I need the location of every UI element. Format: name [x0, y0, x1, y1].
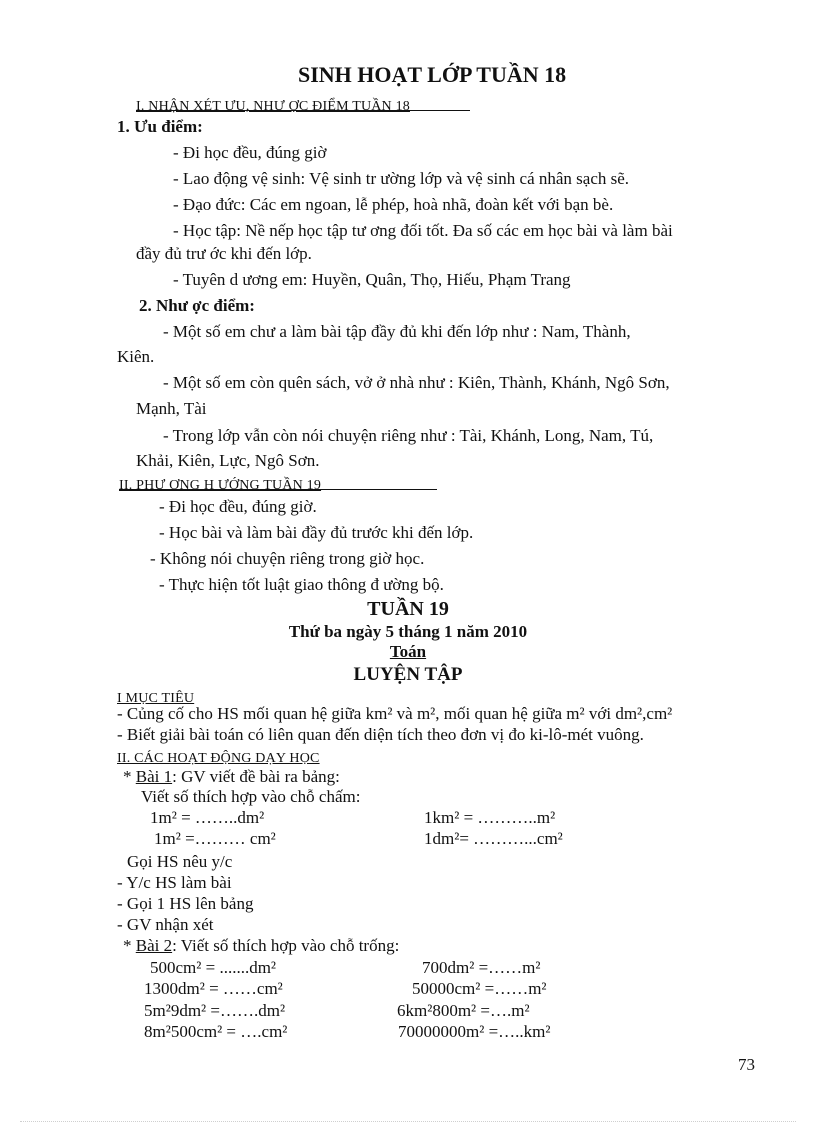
exercise-2-right-item: 50000cm² =……m²: [412, 979, 547, 998]
disadvantage-item: - Một số em chư a làm bài tập đầy đủ khi đến lớp như : Nam, Thành,: [163, 322, 631, 341]
plan-item: - Học bài và làm bài đầy đủ trước khi đến lớp.: [159, 523, 474, 542]
page-number: 73: [738, 1055, 755, 1074]
exercise-2-right-item: 700dm² =……m²: [422, 958, 541, 977]
disadvantages-heading: 2. Như ợc điểm:: [139, 296, 255, 315]
disadvantage-item: Kiên.: [117, 347, 155, 366]
advantages-heading: 1. Ưu điểm:: [117, 117, 203, 136]
exercise-1-right-item: 1dm²= ………...cm²: [424, 829, 563, 848]
objective-item: - Củng cố cho HS mối quan hệ giữa km² và m², mối quan hệ giữa m² với dm²,cm²: [117, 704, 673, 723]
page-title: SINH HOẠT LỚP TUẦN 18: [298, 62, 567, 87]
disadvantage-item: Khải, Kiên, Lực, Ngô Sơn.: [136, 451, 320, 470]
advantage-item: - Đạo đức: Các em ngoan, lễ phép, hoà nhã, đoàn kết với bạn bè.: [173, 195, 614, 214]
plan-item: - Không nói chuyện riêng trong giờ học.: [150, 549, 425, 568]
lesson-date: Thứ ba ngày 5 tháng 1 năm 2010: [288, 622, 528, 641]
exercise-2-left-item: 500cm² = .......dm²: [150, 958, 277, 977]
lesson-subject: Toán: [389, 642, 427, 661]
page-bottom-divider: [20, 1121, 796, 1122]
exercise-2-heading: * Bài 2: Viết số thích hợp vào chỗ trống:: [123, 936, 400, 955]
advantage-item: đầy đủ trư ớc khi đến lớp.: [136, 244, 312, 263]
section-2-heading-rule: [119, 489, 437, 490]
objectives-heading: I MỤC TIÊU: [117, 691, 195, 706]
objective-item: - Biết giải bài toán có liên quan đến diện tích theo đơn vị đo ki-lô-mét vuông.: [117, 725, 644, 744]
plan-item: - Thực hiện tốt luật giao thông đ ường bộ.: [159, 575, 444, 594]
exercise-2-right-item: 6km²800m² =….m²: [397, 1001, 530, 1020]
exercise-2-left-item: 8m²500cm² = ….cm²: [144, 1022, 288, 1041]
exercise-2-text: : Viết số thích hợp vào chỗ trống:: [172, 936, 400, 955]
section-2-heading: II. PHƯ ƠNG H ƯỚNG TUẦN 19: [119, 478, 322, 493]
exercise-1-heading: * Bài 1: GV viết đề bài ra bảng:: [123, 767, 340, 786]
advantage-item: - Lao động vệ sinh: Vệ sinh tr ường lớp và vệ sinh cá nhân sạch sẽ.: [173, 169, 630, 188]
step-item: - Y/c HS làm bài: [117, 873, 232, 892]
disadvantage-item: Mạnh, Tài: [136, 399, 207, 418]
section-1-heading-rule: [136, 110, 470, 111]
step-item: Gọi HS nêu y/c: [127, 852, 233, 871]
exercise-2-right-item: 70000000m² =…..km²: [398, 1022, 551, 1041]
exercise-2-left-item: 1300dm² = ……cm²: [144, 979, 283, 998]
week-title: TUẦN 19: [367, 598, 449, 620]
exercise-2-left-item: 5m²9dm² =…….dm²: [144, 1001, 286, 1020]
step-item: - Gọi 1 HS lên bảng: [117, 894, 254, 913]
exercise-1-label: Bài 1: [135, 767, 173, 786]
exercise-1-left-item: 1m² = ……..dm²: [150, 808, 265, 827]
advantage-item: - Đi học đều, đúng giờ: [173, 143, 327, 162]
plan-item: - Đi học đều, đúng giờ.: [159, 497, 317, 516]
section-1-heading: I. NHẬN XÉT ƯU, NHƯ ỢC ĐIỂM TUẦN 18: [136, 99, 410, 114]
exercise-1-right-item: 1km² = ………..m²: [424, 808, 556, 827]
exercise-1-left-item: 1m² =……… cm²: [154, 829, 276, 848]
exercise-1-text: : GV viết đề bài ra bảng:: [172, 767, 340, 786]
advantage-item: - Tuyên d ương em: Huyền, Quân, Thọ, Hiếu, Phạm Trang: [173, 270, 571, 289]
activities-heading: II. CÁC HOẠT ĐỘNG DẠY HỌC: [117, 751, 320, 766]
lesson-name: LUYỆN TẬP: [353, 664, 463, 685]
disadvantage-item: - Một số em còn quên sách, vở ở nhà như : Kiên, Thành, Khánh, Ngô Sơn,: [163, 373, 670, 392]
step-item: - GV nhận xét: [117, 915, 214, 934]
exercise-1-instruction: Viết số thích hợp vào chỗ chấm:: [141, 787, 361, 806]
advantage-item: - Học tập: Nề nếp học tập tư ơng đối tốt. Đa số các em học bài và làm bài: [173, 221, 673, 240]
disadvantage-item: - Trong lớp vẫn còn nói chuyện riêng như : Tài, Khánh, Long, Nam, Tú,: [163, 426, 654, 445]
exercise-2-label: Bài 2: [135, 936, 173, 955]
